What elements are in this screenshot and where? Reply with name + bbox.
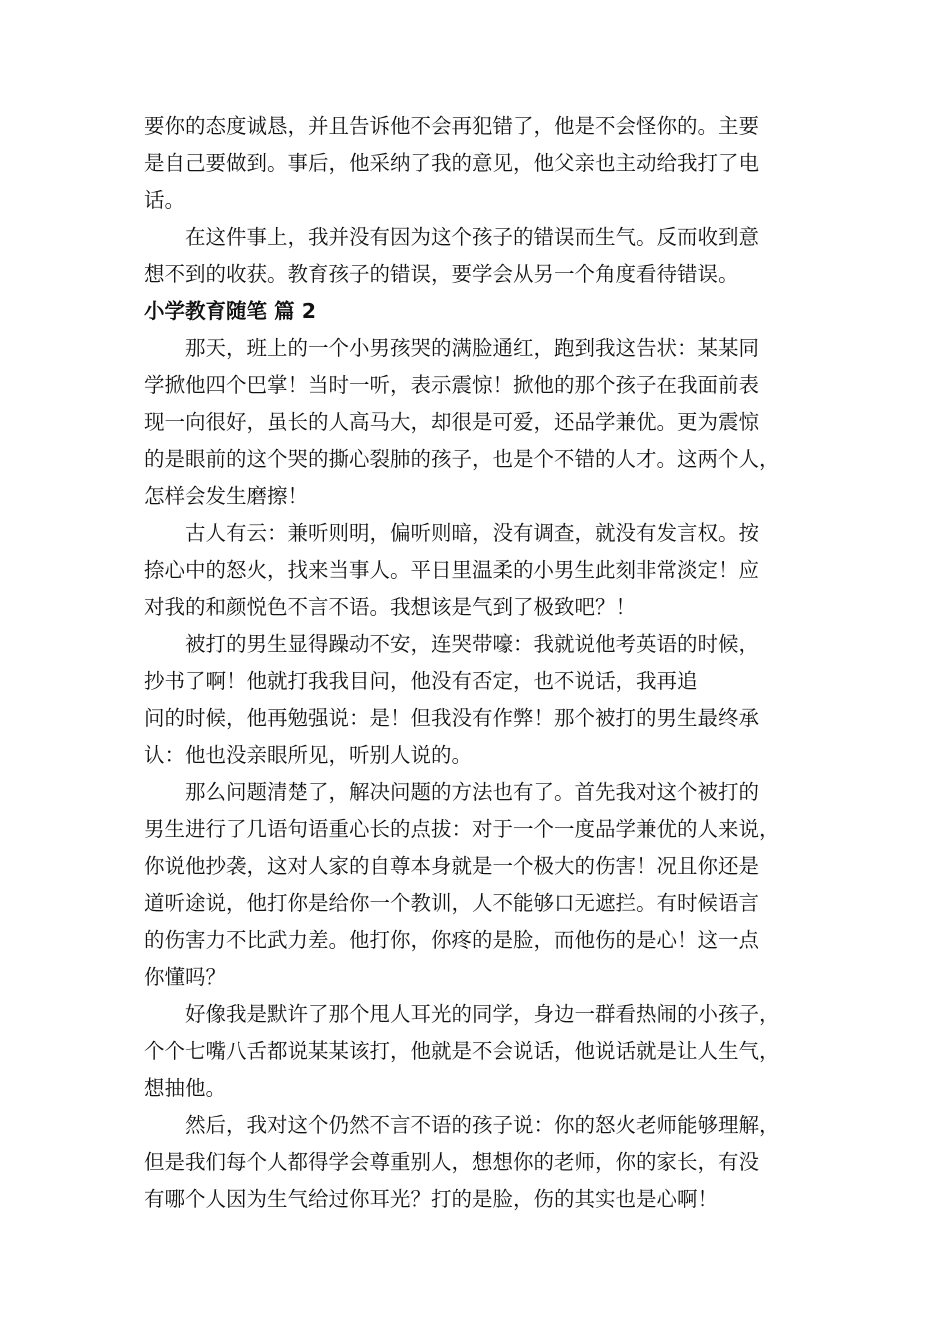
body-paragraph bbox=[144, 1107, 834, 1218]
body-paragraph bbox=[144, 108, 834, 219]
heading-text: 小学教育随笔 篇 2 bbox=[144, 299, 317, 323]
paragraph-line: 你懂吗？ bbox=[144, 965, 226, 989]
paragraph-line: 然后，我对这个仍然不言不语的孩子说：你的怒火老师能够理解， bbox=[185, 1113, 780, 1137]
document-page bbox=[144, 108, 834, 1218]
paragraph-line: 是自己要做到。事后，他采纳了我的意见，他父亲也主动给我打了电 bbox=[144, 151, 759, 175]
body-paragraph bbox=[144, 515, 834, 626]
paragraph-line: 古人有云：兼听则明，偏听则暗，没有调查，就没有发言权。按 bbox=[185, 521, 759, 545]
body-paragraph bbox=[144, 626, 834, 774]
paragraph-line: 道听途说，他打你是给你一个教训，人不能够口无遮拦。有时候语言 bbox=[144, 891, 759, 915]
paragraph-line: 你说他抄袭，这对人家的自尊本身就是一个极大的伤害！况且你还是 bbox=[144, 854, 759, 878]
paragraph-line: 怎样会发生磨擦！ bbox=[144, 484, 308, 508]
paragraph-line: 有哪个人因为生气给过你耳光？打的是脸，伤的其实也是心啊！ bbox=[144, 1187, 718, 1211]
body-paragraph bbox=[144, 996, 834, 1107]
paragraph-line: 但是我们每个人都得学会尊重别人，想想你的老师，你的家长，有没 bbox=[144, 1150, 759, 1174]
paragraph-line: 的伤害力不比武力差。他打你，你疼的是脸，而他伤的是心！这一点 bbox=[144, 928, 759, 952]
paragraph-line: 想抽他。 bbox=[144, 1076, 226, 1100]
body-paragraph bbox=[144, 219, 834, 293]
paragraph-line: 捺心中的怒火，找来当事人。平日里温柔的小男生此刻非常淡定！应 bbox=[144, 558, 759, 582]
paragraph-line: 那么问题清楚了，解决问题的方法也有了。首先我对这个被打的 bbox=[185, 780, 759, 804]
paragraph-line: 想不到的收获。教育孩子的错误，要学会从另一个角度看待错误。 bbox=[144, 262, 739, 286]
paragraph-line: 对我的和颜悦色不言不语。我想该是气到了极致吧？！ bbox=[144, 595, 636, 619]
body-paragraph bbox=[144, 774, 834, 996]
paragraph-line: 抄书了啊！他就打我我目问，他没有否定，也不说话，我再追 bbox=[144, 669, 698, 693]
paragraph-line: 话。 bbox=[144, 188, 185, 212]
section-heading bbox=[144, 293, 834, 330]
paragraph-line: 现一向很好，虽长的人高马大，却很是可爱，还品学兼优。更为震惊 bbox=[144, 410, 759, 434]
paragraph-line: 男生进行了几语句语重心长的点拔：对于一个一度品学兼优的人来说， bbox=[144, 817, 780, 841]
body-paragraph bbox=[144, 330, 834, 515]
paragraph-line: 在这件事上，我并没有因为这个孩子的错误而生气。反而收到意 bbox=[185, 225, 759, 249]
paragraph-line: 认：他也没亲眼所见，听别人说的。 bbox=[144, 743, 472, 767]
paragraph-line: 问的时候，他再勉强说：是！但我没有作弊！那个被打的男生最终承 bbox=[144, 706, 759, 730]
paragraph-line: 的是眼前的这个哭的撕心裂肺的孩子，也是个不错的人才。这两个人， bbox=[144, 447, 780, 471]
paragraph-line: 被打的男生显得躁动不安，连哭带嚎：我就说他考英语的时候， bbox=[185, 632, 759, 656]
paragraph-line: 好像我是默许了那个甩人耳光的同学，身边一群看热闹的小孩子， bbox=[185, 1002, 780, 1026]
paragraph-line: 个个七嘴八舌都说某某该打，他就是不会说话，他说话就是让人生气， bbox=[144, 1039, 780, 1063]
paragraph-line: 要你的态度诚恳，并且告诉他不会再犯错了，他是不会怪你的。主要 bbox=[144, 114, 759, 138]
paragraph-line: 学掀他四个巴掌！当时一听，表示震惊！掀他的那个孩子在我面前表 bbox=[144, 373, 759, 397]
paragraph-line: 那天，班上的一个小男孩哭的满脸通红，跑到我这告状：某某同 bbox=[185, 336, 759, 360]
